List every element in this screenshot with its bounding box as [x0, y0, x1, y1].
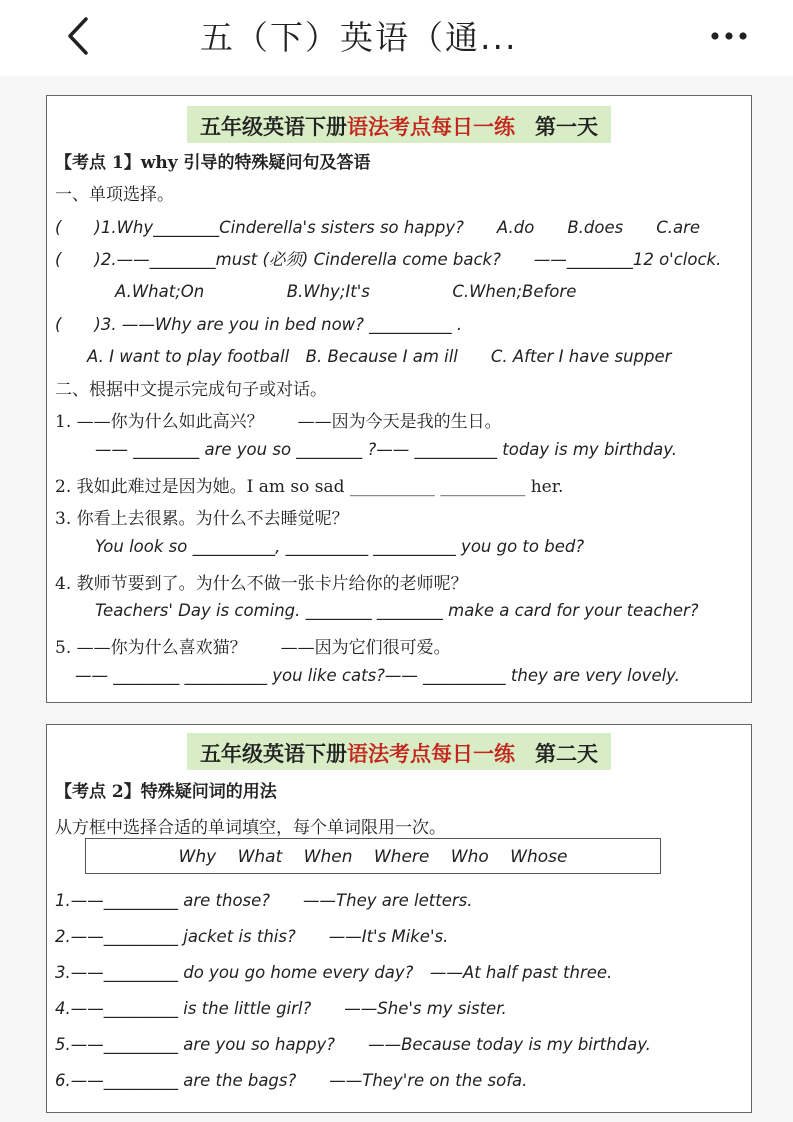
header-day: 第二天	[535, 741, 598, 766]
top-navigation-bar	[0, 0, 793, 76]
sentence-3-chinese: 3. 你看上去很累。为什么不去睡觉呢？	[55, 509, 349, 529]
question-2-options: A.What;On B.Why;It's C.When;Before	[115, 282, 577, 301]
chevron-left-icon[interactable]	[62, 14, 102, 58]
question-2: ( )2.——________must (必须) Cinderella come back? ——________12 o'clock.	[55, 250, 722, 269]
grammar-point-heading: 【考点 2】特殊疑问词的用法	[55, 782, 277, 802]
card-header-band	[187, 733, 611, 770]
header-day: 第一天	[535, 114, 598, 139]
page-title: 五（下）英语（通...	[200, 18, 518, 57]
card-header-title	[187, 738, 611, 768]
sentence-4-english: Teachers' Day is coming. ________ ________ make a card for your teacher?	[95, 601, 699, 620]
header-highlight: 语法考点每日一练	[347, 741, 515, 766]
sentence-4-chinese: 4. 教师节要到了。为什么不做一张卡片给你的老师呢？	[55, 574, 468, 594]
sentence-1-chinese: 1. ——你为什么如此高兴？ ——因为今天是我的生日。	[55, 412, 502, 432]
question-1: ( )1.Why________Cinderella's sisters so happy? A.do B.does C.are	[55, 218, 701, 237]
fill-item-4: 4.——_________ is the little girl? ——She's my sister.	[55, 999, 507, 1018]
grammar-point-heading: 【考点 1】why 引导的特殊疑问句及答语	[55, 153, 371, 173]
exercise-card-day2	[46, 724, 752, 1113]
word-bank-box	[85, 838, 661, 874]
sentence-5-chinese: 5. ——你为什么喜欢猫？ ——因为它们很可爱。	[55, 638, 451, 658]
section-heading: 一、单项选择。	[55, 185, 174, 205]
fill-item-5: 5.——_________ are you so happy? ——Because today is my birthday.	[55, 1035, 651, 1054]
sentence-1-english: —— ________ are you so ________ ?—— __________ today is my birthday.	[95, 440, 678, 459]
instruction-text: 从方框中选择合适的单词填空，每个单词限用一次。	[55, 818, 446, 838]
header-prefix: 五年级英语下册	[200, 741, 347, 766]
word-bank-words: Why What When Where Who Whose	[178, 847, 568, 867]
exercise-card-day1	[46, 95, 752, 703]
header-prefix: 五年级英语下册	[200, 114, 347, 139]
card-header-title	[187, 111, 611, 141]
sentence-2: 2. 我如此难过是因为她。I am so sad __________ __________ her.	[55, 477, 564, 497]
fill-item-1: 1.——_________ are those? ——They are letters.	[55, 891, 473, 910]
fill-item-6: 6.——_________ are the bags? ——They're on the sofa.	[55, 1071, 528, 1090]
fill-item-2: 2.——_________ jacket is this? ——It's Mike's.	[55, 927, 449, 946]
sentence-3-english: You look so __________, __________ __________ you go to bed?	[95, 537, 585, 556]
section-heading: 二、根据中文提示完成句子或对话。	[55, 380, 327, 400]
fill-item-3: 3.——_________ do you go home every day? ——At half past three.	[55, 963, 613, 982]
question-3-options: A. I want to play football B. Because I am ill C. After I have supper	[87, 347, 672, 366]
header-highlight: 语法考点每日一练	[347, 114, 515, 139]
card-header-band	[187, 106, 611, 143]
sentence-5-english: —— ________ __________ you like cats?—— __________ they are very lovely.	[75, 666, 680, 685]
more-dots-icon[interactable]	[706, 24, 752, 48]
question-3: ( )3. ——Why are you in bed now? __________ .	[55, 315, 463, 334]
